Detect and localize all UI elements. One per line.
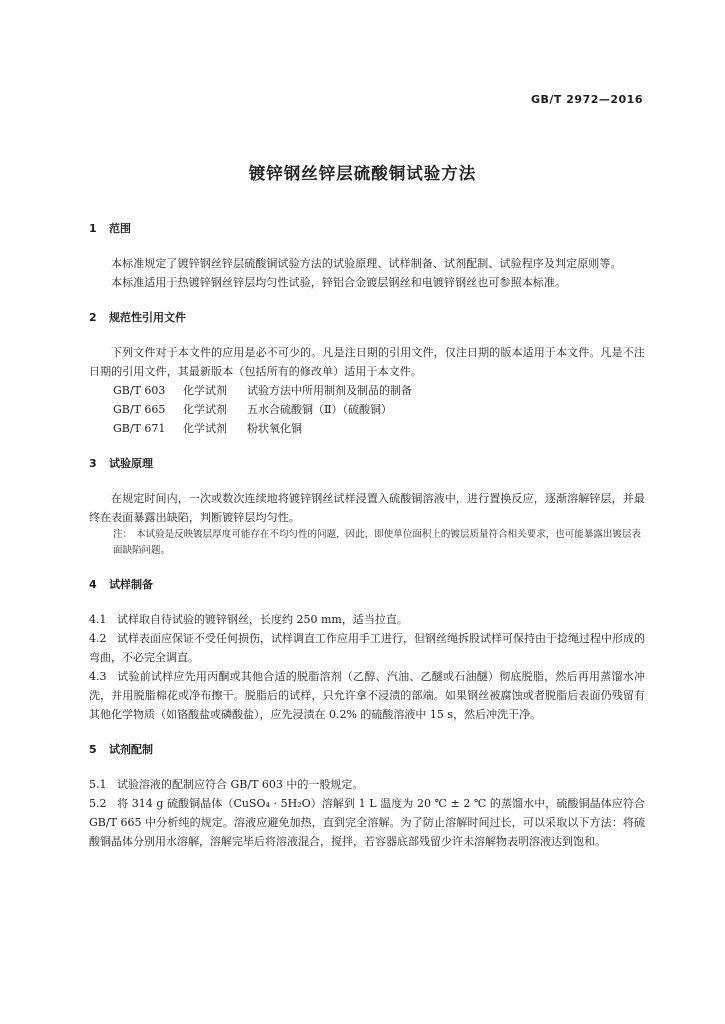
reference-category: 化学试剂 — [183, 384, 227, 397]
reference-item — [89, 400, 645, 419]
reference-name: 五水合硫酸铜（Ⅱ）（硫酸铜） — [247, 403, 392, 416]
clause-text: 将 314 g 硫酸铜晶体（CuSO₄ · 5H₂O）溶解到 1 L 温度为 20 ℃ ± 2 ℃ 的蒸馏水中，硫酸铜晶体应符合 GB/T 665 中分析纯的规定。溶液应避免加热，直到完全溶解。为了防止溶解时间过长，可以采取以下方法：将硫酸铜晶体分别用水溶解，溶解完毕后将溶液混合，搅拌，若容器底部残留少许未溶解物表明溶液达到饱和。 — [89, 797, 645, 848]
clause-5-1 — [89, 775, 645, 794]
section-number: 1 — [89, 222, 97, 235]
paragraph: 本标准规定了镀锌钢丝锌层硫酸铜试验方法的试验原理、试样制备、试剂配制、试验程序及判定原则等。 — [111, 257, 622, 270]
standard-code: GB/T 2972—2016 — [531, 93, 643, 106]
clause-text: 试验前试样应先用丙酮或其他合适的脱脂溶剂（乙醇、汽油、乙醚或石油醚）彻底脱脂，然后再用蒸馏水冲洗，并用脱脂棉花或净布擦干。脱脂后的试样，只允许拿不浸渍的部端。如果钢丝被腐蚀或者脱脂后表面仍残留有其他化学物质（如铬酸盐或磷酸盐），应先浸渍在 0.2% 的硫酸溶液中 15 s，然后冲洗干净。 — [89, 670, 645, 721]
clause-number: 4.1 — [89, 613, 107, 626]
section-number: 3 — [89, 457, 97, 470]
section-title: 规范性引用文件 — [109, 311, 186, 324]
clause-text: 试样表面应保证不受任何损伤，试样调直工作应用手工进行，但钢丝绳拆股试样可保持由于捻绳过程中形成的弯曲，不必完全调直。 — [89, 632, 645, 664]
paragraph: 下列文件对于本文件的应用是必不可少的。凡是注日期的引用文件，仅注日期的版本适用于本文件。凡是不注日期的引用文件，其最新版本（包括所有的修改单）适用于本文件。 — [89, 346, 645, 378]
reference-item — [89, 381, 645, 400]
reference-code: GB/T 671 — [113, 422, 166, 435]
reference-code: GB/T 603 — [113, 384, 166, 397]
clause-number: 5.1 — [89, 778, 107, 791]
paragraph: 本标准适用于热镀锌钢丝锌层均匀性试验，锌铝合金镀层钢丝和电镀锌钢丝也可参照本标准。 — [111, 276, 567, 289]
section-number: 4 — [89, 578, 97, 591]
clause-number: 4.3 — [89, 670, 107, 683]
section-title: 试剂配制 — [109, 743, 153, 756]
clause-5-2 — [89, 794, 645, 851]
reference-name: 粉状氧化铜 — [247, 422, 302, 435]
document-body — [89, 220, 645, 851]
reference-item — [89, 419, 645, 438]
reference-code: GB/T 665 — [113, 403, 166, 416]
section-heading-5 — [89, 741, 645, 759]
section-heading-1 — [89, 220, 645, 238]
section-heading-2 — [89, 309, 645, 327]
section-number: 2 — [89, 311, 97, 324]
section-heading-3 — [89, 455, 645, 473]
section-heading-4 — [89, 576, 645, 594]
clause-number: 4.2 — [89, 632, 107, 645]
reference-category: 化学试剂 — [183, 403, 227, 416]
section-number: 5 — [89, 743, 97, 756]
clause-number: 5.2 — [89, 797, 107, 810]
section-title: 范围 — [109, 222, 131, 235]
note — [89, 527, 645, 559]
clause-text: 试样取自待试验的镀锌钢丝，长度约 250 mm，适当拉直。 — [117, 613, 408, 626]
reference-category: 化学试剂 — [183, 422, 227, 435]
section-title: 试样制备 — [109, 578, 153, 591]
section-title: 试验原理 — [109, 457, 153, 470]
clause-text: 试验溶液的配制应符合 GB/T 603 中的一般规定。 — [117, 778, 364, 791]
page-title: 镀锌钢丝锌层硫酸铜试验方法 — [248, 164, 477, 183]
clause-4-2 — [89, 629, 645, 667]
note-text: 本试验是反映镀层厚度可能存在不均匀性的问题，因此，即使单位面积上的镀层质量符合相关要求，也可能暴露出镀层表面缺陷问题。 — [113, 529, 641, 556]
paragraph: 在规定时间内，一次或数次连续地将镀锌钢丝试样浸置入硫酸铜溶液中，进行置换反应，逐渐溶解锌层，并最终在表面暴露出缺陷，判断镀锌层均匀性。 — [89, 492, 645, 524]
note-label: 注： — [113, 529, 133, 540]
reference-name: 试验方法中所用制剂及制品的制备 — [247, 384, 412, 397]
clause-4-3 — [89, 667, 645, 724]
clause-4-1 — [89, 610, 645, 629]
